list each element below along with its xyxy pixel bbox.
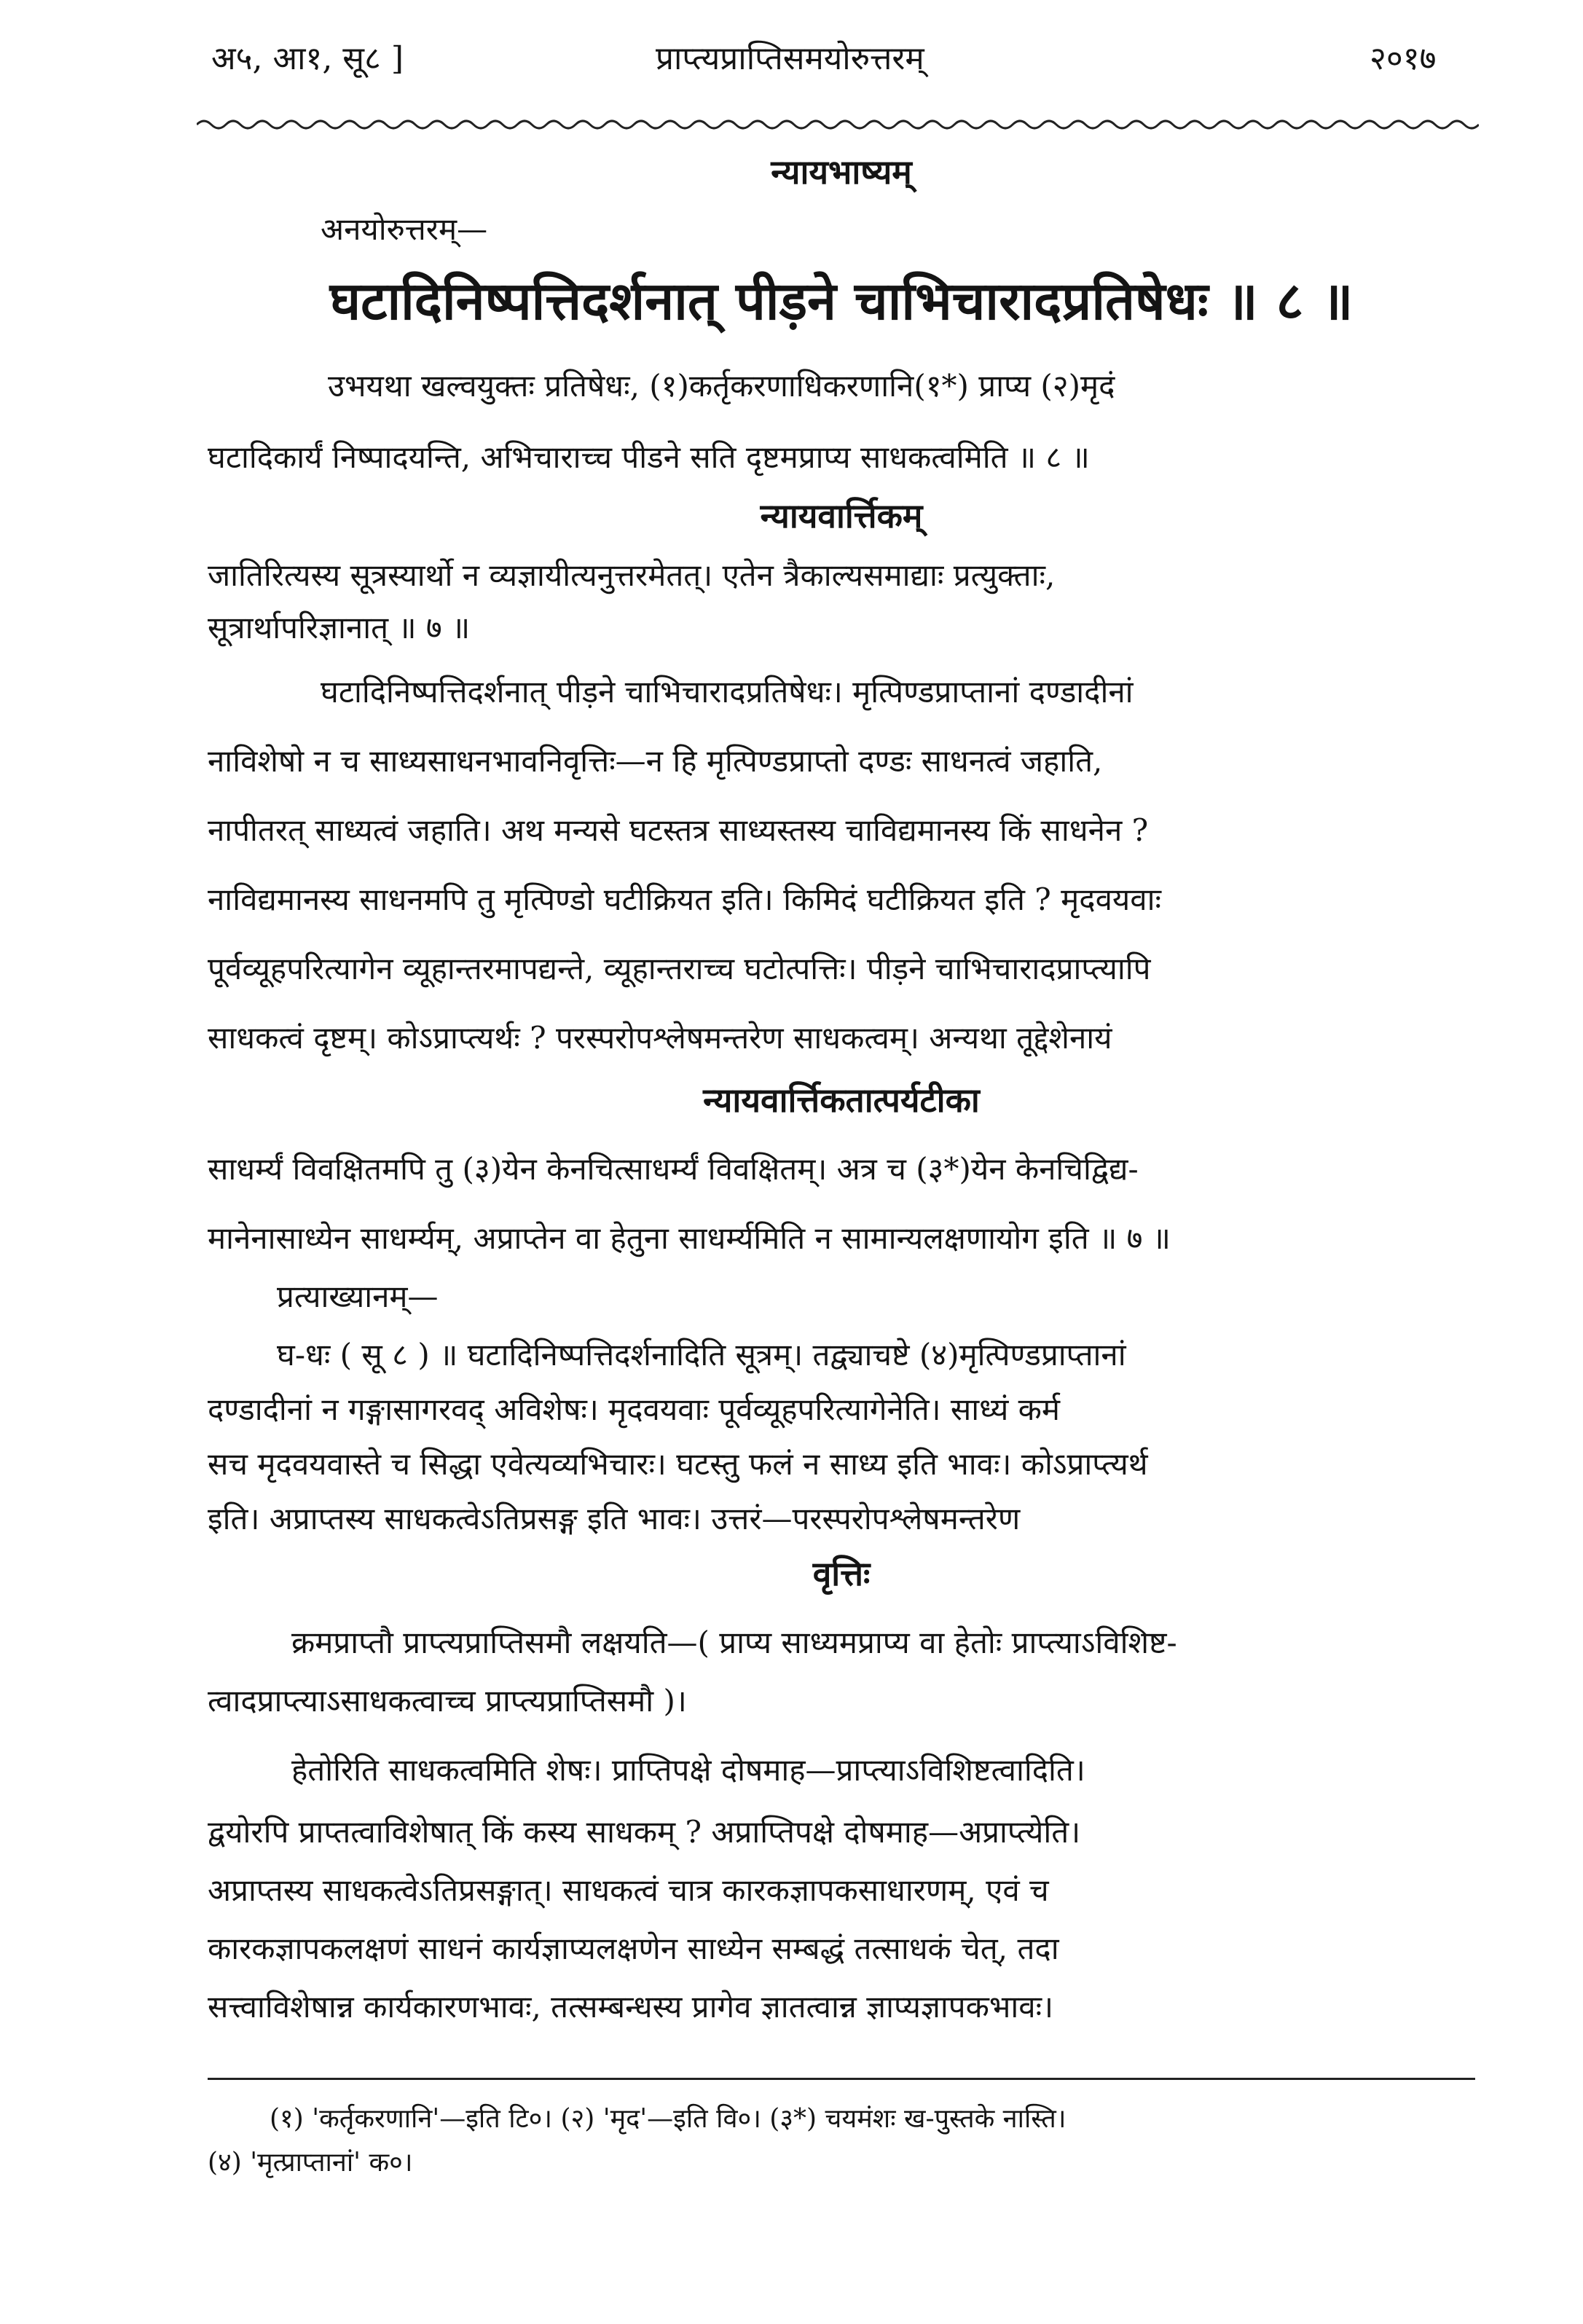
header-page-number: २०१७ xyxy=(1370,40,1437,77)
tatparya-line-2: मानेनासाध्येन साधर्म्यम्, अप्राप्तेन वा हेतुना साधर्म्यमिति न सामान्यलक्षणायोग इति ॥ ७ ॥ xyxy=(208,1220,1171,1256)
header-reference: अ५, आ१, सू८ ] xyxy=(211,40,404,77)
vartika-line-7: पूर्वव्यूहपरित्यागेन व्यूहान्तरमापद्यन्ते, व्यूहान्तराच्च घटोत्पत्तिः। पीड़ने चाभिचारादप्राप्त्यापि xyxy=(208,951,1151,986)
pratyakhyana-line-3: सच मृदवयवास्ते च सिद्धा एवेत्यव्यभिचारः। घटस्तु फलं न साध्य इति भावः। कोऽप्राप्त्यर्थ xyxy=(208,1446,1148,1482)
pratyakhyana-line-4: इति। अप्राप्तस्य साधकत्वेऽतिप्रसङ्ग इति भावः। उत्तरं—परस्परोपश्लेषमन्तरेण xyxy=(208,1501,1021,1536)
pratyakhyana-line-2: दण्डादीनां न गङ्गासागरवद् अविशेषः। मृदवयवाः पूर्वव्यूहपरित्यागेनेति। साध्यं कर्म xyxy=(208,1391,1061,1427)
footnote-line-2: (४) 'मृत्प्राप्तानां' क०। xyxy=(208,2148,413,2178)
vartika-line-5: नापीतरत् साध्यत्वं जहाति। अथ मन्यसे घटस्तत्र साध्यस्तस्य चाविद्यमानस्य किं साधनेन ? xyxy=(208,812,1149,848)
vartika-line-8: साधकत्वं दृष्टम्। कोऽप्राप्त्यर्थः ? परस्परोपश्लेषमन्तरेण साधकत्वम्। अन्यथा तूद्देशेनायं xyxy=(208,1020,1112,1056)
header-running-title: प्राप्त्यप्राप्तिसमयोरुत्तरम् xyxy=(656,40,924,77)
vritti-line-1: क्रमप्राप्तौ प्राप्त्यप्राप्तिसमौ लक्षयति—( प्राप्य साध्यमप्राप्य वा हेतोः प्राप्त्याऽविशिष्ट- xyxy=(291,1625,1177,1660)
vartika-line-3: घटादिनिष्पत्तिदर्शनात् पीड़ने चाभिचारादप्रतिषेधः। मृत्पिण्डप्राप्तानां दण्डादीनां xyxy=(321,674,1134,710)
pratyakhyana-line-1: घ-धः ( सू ८ ) ॥ घटादिनिष्पत्तिदर्शनादिति सूत्रम्। तद्व्याचष्टे (४)मृत्पिण्डप्राप्तानां xyxy=(277,1337,1126,1373)
bhashya-line-1: उभयथा खल्वयुक्तः प्रतिषेधः, (१)कर्तृकरणाधिकरणानि(१*) प्राप्य (२)मृदं xyxy=(328,368,1115,404)
header-wavy-rule xyxy=(197,114,1479,136)
section-heading-nyayavartika: न्यायवार्त्तिकम् xyxy=(760,496,923,535)
vritti-line-4: द्वयोरपि प्राप्तत्वाविशेषात् किं कस्य साधकम् ? अप्राप्तिपक्षे दोषमाह—अप्राप्त्येति। xyxy=(208,1814,1081,1850)
intro-line: अनयोरुत्तरम्— xyxy=(321,211,488,247)
section-heading-nyayabhashya: न्यायभाष्यम् xyxy=(771,152,912,192)
sutra-line: घटादिनिष्पत्तिदर्शनात् पीड़ने चाभिचारादप्रतिषेधः ॥ ८ ॥ xyxy=(329,270,1354,331)
vartika-line-4: नाविशेषो न च साध्यसाधनभावनिवृत्तिः—न हि मृत्पिण्डप्राप्तो दण्डः साधनत्वं जहाति, xyxy=(208,743,1103,779)
pratyakhyana-heading: प्रत्याख्यानम्— xyxy=(277,1279,439,1314)
footnote-divider xyxy=(208,2078,1475,2080)
vritti-line-6: कारकज्ञापकलक्षणं साधनं कार्यज्ञाप्यलक्षणेन साध्येन सम्बद्धं तत्साधकं चेत्, तदा xyxy=(208,1931,1059,1966)
vartika-line-6: नाविद्यमानस्य साधनमपि तु मृत्पिण्डो घटीक्रियत इति। किमिदं घटीक्रियत इति ? मृदवयवाः xyxy=(208,882,1162,917)
vritti-line-7: सत्त्वाविशेषान्न कार्यकारणभावः, तत्सम्बन्धस्य प्रागेव ज्ञातत्वान्न ज्ञाप्यज्ञापकभावः। xyxy=(208,1989,1054,2025)
tatparya-line-1: साधर्म्यं विवक्षितमपि तु (३)येन केनचित्साधर्म्यं विवक्षितम्। अत्र च (३*)येन केनचिद्विद्य- xyxy=(208,1151,1139,1187)
vritti-line-5: अप्राप्तस्य साधकत्वेऽतिप्रसङ्गात्। साधकत्वं चात्र कारकज्ञापकसाधारणम्, एवं च xyxy=(208,1872,1049,1908)
vartika-line-1: जातिरित्यस्य सूत्रस्यार्थो न व्यज्ञायीत्यनुत्तरमेतत्। एतेन त्रैकाल्यसमाद्याः प्रत्युक्ताः, xyxy=(208,557,1056,593)
section-heading-tatparya: न्यायवार्त्तिकतात्पर्यटीका xyxy=(703,1080,980,1120)
section-heading-vritti: वृत्तिः xyxy=(812,1554,871,1593)
bhashya-line-2: घटादिकार्यं निष्पादयन्ति, अभिचाराच्च पीडने सति दृष्टमप्राप्य साधकत्वमिति ॥ ८ ॥ xyxy=(208,439,1090,475)
vritti-line-3: हेतोरिति साधकत्वमिति शेषः। प्राप्तिपक्षे दोषमाह—प्राप्त्याऽविशिष्टत्वादिति। xyxy=(291,1752,1085,1788)
footnote-line-1: (१) 'कर्तृकरणानि'—इति टि०। (२) 'मृद'—इति वि०। (३*) चयमंशः ख-पुस्तके नास्ति। xyxy=(270,2104,1067,2134)
vritti-line-2: त्वादप्राप्त्याऽसाधकत्वाच्च प्राप्त्यप्राप्तिसमौ )। xyxy=(208,1683,687,1719)
vartika-line-2: सूत्रार्थापरिज्ञानात् ॥ ७ ॥ xyxy=(208,610,471,645)
